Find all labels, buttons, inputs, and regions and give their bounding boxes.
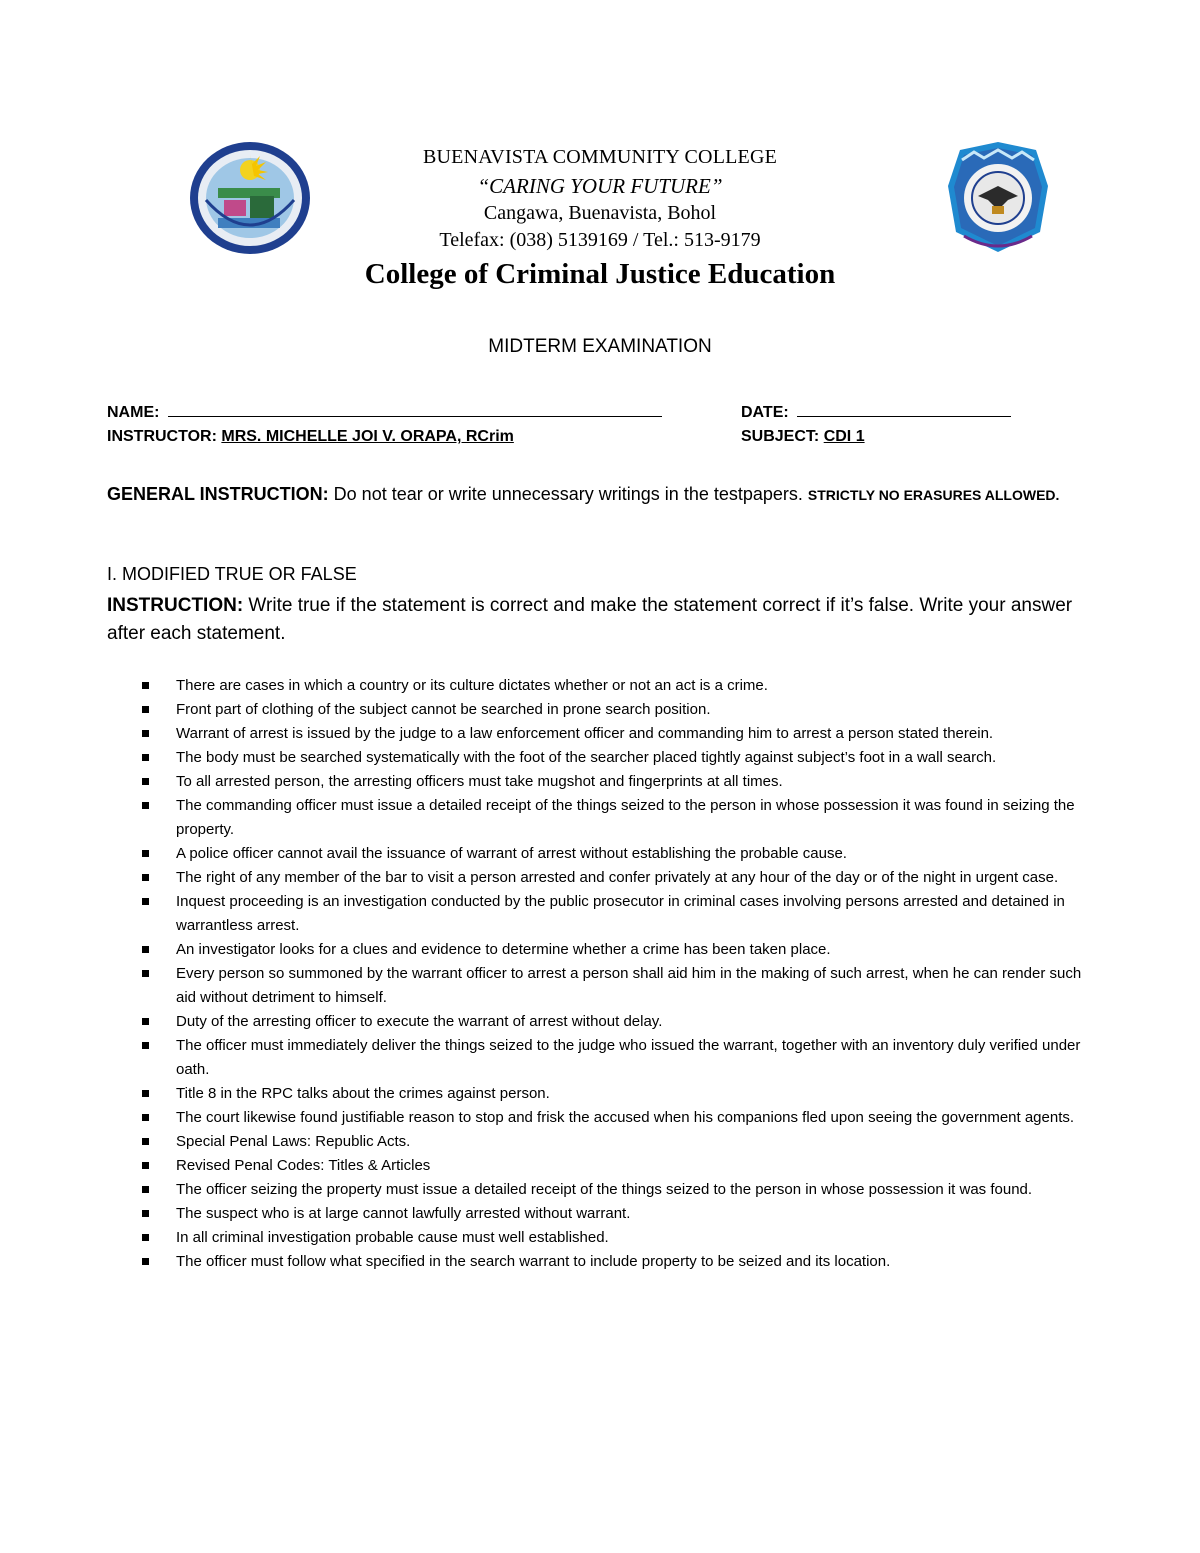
statement-text: There are cases in which a country or its culture dictates whether or not an act is a crime.	[176, 677, 768, 694]
general-instruction	[107, 480, 1067, 509]
list-item	[140, 1106, 1100, 1130]
list-item	[140, 890, 1100, 938]
date-field	[741, 402, 1011, 422]
college-seal-logo	[188, 140, 312, 256]
bullet-icon	[142, 730, 149, 737]
name-blank-line[interactable]	[168, 402, 662, 417]
statement-text: The suspect who is at large cannot lawfully arrested without warrant.	[176, 1205, 631, 1222]
bullet-icon	[142, 706, 149, 713]
bullet-icon	[142, 898, 149, 905]
college-motto: “CARING YOUR FUTURE”	[477, 174, 723, 198]
statement-text: The court likewise found justifiable reason to stop and frisk the accused when his companions fled upon seeing the government agents.	[176, 1109, 1075, 1126]
college-name: BUENAVISTA COMMUNITY COLLEGE	[423, 146, 777, 168]
statement-text: Revised Penal Codes: Titles & Articles	[176, 1157, 431, 1174]
list-item	[140, 1154, 1100, 1178]
bullet-icon	[142, 754, 149, 761]
instructor-value: MRS. MICHELLE JOI V. ORAPA, RCrim	[221, 428, 514, 445]
list-item	[140, 770, 1100, 794]
statement-text: The commanding officer must issue a detailed receipt of the things seized to the person in whose possession it was found in seizing the property.	[176, 797, 1075, 838]
list-item	[140, 1130, 1100, 1154]
bullet-icon	[142, 1090, 149, 1097]
list-item	[140, 794, 1100, 842]
bullet-icon	[142, 874, 149, 881]
exam-title: MIDTERM EXAMINATION	[488, 336, 712, 357]
list-item	[140, 1250, 1100, 1274]
list-item	[140, 698, 1100, 722]
statement-text: Special Penal Laws: Republic Acts.	[176, 1133, 411, 1150]
statement-list	[140, 674, 1100, 1274]
statement-text: An investigator looks for a clues and evidence to determine whether a crime has been taken place.	[176, 941, 831, 958]
bullet-icon	[142, 778, 149, 785]
list-item	[140, 746, 1100, 770]
bullet-icon	[142, 1234, 149, 1241]
list-item	[140, 1010, 1100, 1034]
list-item	[140, 722, 1100, 746]
college-address: Cangawa, Buenavista, Bohol	[483, 202, 717, 224]
section-title: I. MODIFIED TRUE OR FALSE	[107, 564, 357, 584]
list-item	[140, 1226, 1100, 1250]
list-item	[140, 842, 1100, 866]
list-item	[140, 674, 1100, 698]
statement-text: Title 8 in the RPC talks about the crimes against person.	[176, 1085, 550, 1102]
name-field	[107, 402, 662, 422]
list-item	[140, 962, 1100, 1010]
bullet-icon	[142, 1258, 149, 1265]
bullet-icon	[142, 946, 149, 953]
date-label: DATE:	[741, 404, 789, 421]
statement-text: The officer must follow what specified in the search warrant to include property to be seized and its location.	[176, 1253, 891, 1270]
bullet-icon	[142, 682, 149, 689]
bullet-icon	[142, 1186, 149, 1193]
section-instruction-text: Write true if the statement is correct and make the statement correct if it’s false. Write your answer after each statement.	[107, 595, 1073, 644]
list-item	[140, 1178, 1100, 1202]
name-label: NAME:	[107, 404, 160, 421]
list-item	[140, 1082, 1100, 1106]
bullet-icon	[142, 1114, 149, 1121]
instructor-field	[107, 428, 514, 446]
section-instruction	[107, 592, 1097, 648]
section-instruction-label: INSTRUCTION:	[107, 595, 244, 616]
bullet-icon	[142, 970, 149, 977]
statement-text: A police officer cannot avail the issuance of warrant of arrest without establishing the probable cause.	[176, 845, 847, 862]
bullet-icon	[142, 850, 149, 857]
statement-text: The officer seizing the property must issue a detailed receipt of the things seized to the person in whose possession it was found.	[176, 1181, 1033, 1198]
statement-text: In all criminal investigation probable cause must well established.	[176, 1229, 609, 1246]
statement-text: The officer must immediately deliver the things seized to the judge who issued the warrant, together with an inventory duly verified under oath.	[176, 1037, 1081, 1078]
list-item	[140, 1202, 1100, 1226]
subject-field	[741, 428, 865, 446]
statement-text: To all arrested person, the arresting officers must take mugshot and fingerprints at all times.	[176, 773, 783, 790]
bullet-icon	[142, 1162, 149, 1169]
subject-label: SUBJECT:	[741, 428, 820, 445]
bullet-icon	[142, 1210, 149, 1217]
statement-text: Duty of the arresting officer to execute the warrant of arrest without delay.	[176, 1013, 663, 1030]
instructor-label: INSTRUCTOR:	[107, 428, 217, 445]
bullet-icon	[142, 1018, 149, 1025]
statement-text: Front part of clothing of the subject cannot be searched in prone search position.	[176, 701, 711, 718]
criminology-seal-logo	[944, 140, 1052, 254]
general-instruction-strict: STRICTLY NO ERASURES ALLOWED.	[807, 487, 1060, 503]
statement-text: The right of any member of the bar to visit a person arrested and confer privately at any hour of the day or of the night in urgent case.	[176, 869, 1059, 886]
bullet-icon	[142, 1138, 149, 1145]
statement-text: The body must be searched systematically with the foot of the searcher placed tightly against subject’s foot in a wall search.	[176, 749, 997, 766]
list-item	[140, 938, 1100, 962]
college-telephone: Telefax: (038) 5139169 / Tel.: 513-9179	[439, 229, 761, 251]
bullet-icon	[142, 1042, 149, 1049]
general-instruction-label: GENERAL INSTRUCTION:	[107, 484, 329, 504]
statement-text: Every person so summoned by the warrant officer to arrest a person shall aid him in the making of such arrest, when he can render such aid without detriment to himself.	[176, 965, 1082, 1006]
statement-text: Warrant of arrest is issued by the judge to a law enforcement officer and commanding him to arrest a person stated therein.	[176, 725, 994, 742]
statement-text: Inquest proceeding is an investigation conducted by the public prosecutor in criminal cases involving persons arrested and detained in warrantless arrest.	[176, 893, 1065, 934]
list-item	[140, 866, 1100, 890]
department-title: College of Criminal Justice Education	[364, 258, 836, 290]
date-blank-line[interactable]	[797, 402, 1011, 417]
general-instruction-text: Do not tear or write unnecessary writings in the testpapers.	[328, 484, 808, 504]
list-item	[140, 1034, 1100, 1082]
bullet-icon	[142, 802, 149, 809]
subject-value: CDI 1	[823, 428, 865, 445]
